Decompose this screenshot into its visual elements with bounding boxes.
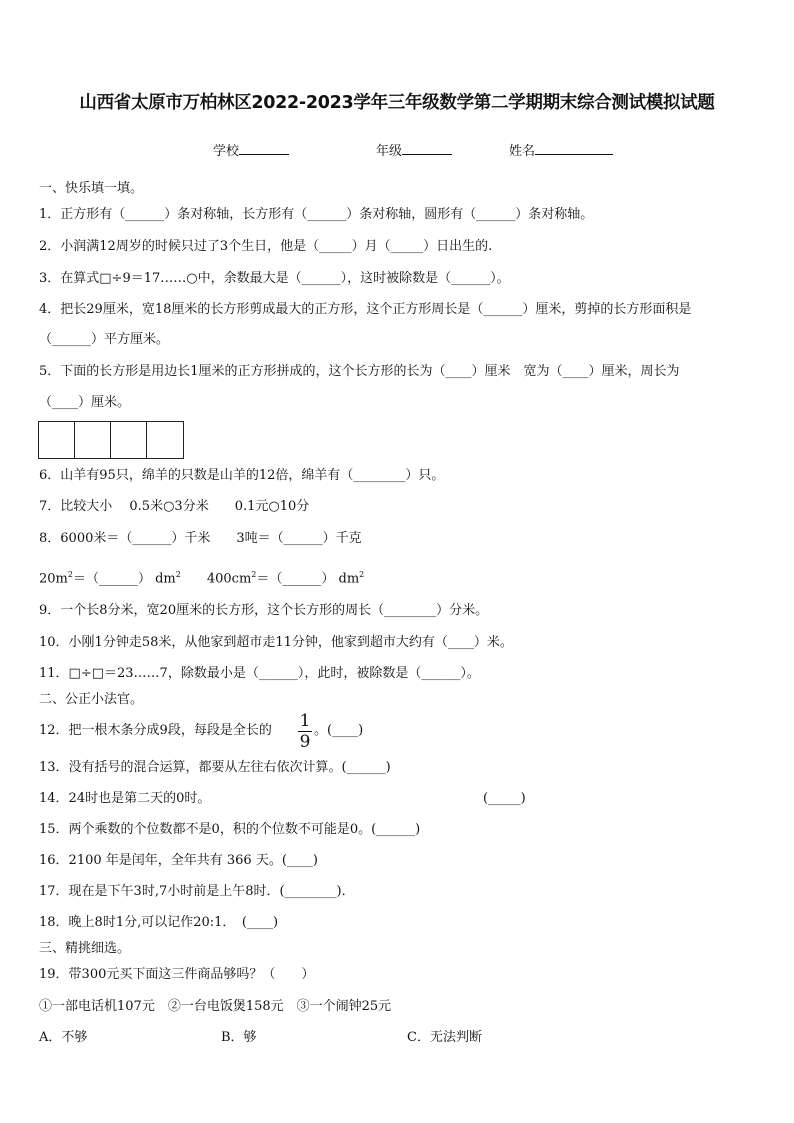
section-heading-3: 三、精挑细选。 [39, 941, 131, 956]
grade-blank[interactable] [402, 141, 452, 155]
question-14-blank: (_____) [483, 791, 526, 806]
question-1: 1．正方形有（______）条对称轴，长方形有（______）条对称轴，圆形有（______）条对称轴。 [39, 207, 594, 222]
grid-square [39, 422, 75, 458]
question-13: 13．没有括号的混合运算，都要从左往右依次计算。(______) [39, 760, 391, 775]
question-16: 16．2100 年是闰年，全年共有 366 天。(____) [39, 853, 318, 868]
question-18: 18．晚上8时1分,可以记作20:1． (____) [39, 915, 279, 930]
question-7: 7．比较大小 0.5米○3分米 0.1元○10分 [39, 499, 310, 514]
school-blank[interactable] [239, 141, 289, 155]
square-grid-figure [38, 421, 184, 459]
section-heading-1: 一、快乐填一填。 [39, 181, 144, 196]
question-2: 2．小润满12周岁的时候只过了3个生日，他是（_____）月（_____）日出生的. [39, 239, 493, 254]
fraction-denominator: 9 [299, 732, 311, 752]
question-9: 9．一个长8分米，宽20厘米的长方形，这个长方形的周长（________）分米。 [39, 603, 489, 618]
question-4-line-2: （______）平方厘米。 [39, 332, 170, 347]
name-blank[interactable] [535, 141, 613, 155]
name-label: 姓名 [509, 144, 536, 159]
area-blank-right: ＝（______） dm [256, 571, 360, 587]
fraction-one-ninth [298, 712, 312, 751]
area-value-left: 20m [39, 571, 68, 587]
school-label: 学校 [213, 144, 240, 159]
superscript: 2 [175, 570, 181, 579]
question-8: 8．6000米＝（______）千米 3吨＝（______）千克 [39, 531, 362, 546]
question-11: 11．□÷□＝23……7，除数最小是（______），此时，被除数是（______）。 [39, 666, 480, 681]
superscript: 2 [359, 570, 365, 579]
question-15: 15．两个乘数的个位数都不是0，积的个位数不可能是0。(______) [39, 822, 421, 837]
grade-label: 年级 [376, 144, 403, 159]
fraction-numerator: 1 [299, 711, 311, 731]
area-value-right: 400cm [206, 571, 252, 587]
question-8-area-line [39, 566, 364, 588]
question-6: 6．山羊有95只，绵羊的只数是山羊的12倍，绵羊有（________）只。 [39, 468, 445, 483]
section-heading-2: 二、公正小法官。 [39, 692, 144, 707]
page-title: 山西省太原市万柏林区2022-2023学年三年级数学第二学期期末综合测试模拟试题 [79, 93, 715, 113]
question-17: 17．现在是下午3时,7小时前是上午8时．(________)． [39, 884, 355, 899]
grid-square [111, 422, 147, 458]
question-3: 3．在算式□÷9＝17……○中，余数最大是（______），这时被除数是（______）。 [39, 271, 510, 286]
name-field [509, 140, 613, 159]
question-19: 19．带300元买下面这三件商品够吗？（ ） [39, 967, 315, 982]
question-5-line-2: （____）厘米。 [39, 395, 131, 410]
question-12-blank: 。(____) [314, 723, 364, 738]
question-14: 14．24时也是第二天的0时。 [39, 791, 211, 806]
question-10: 10．小刚1分钟走58米，从他家到超市走11分钟，他家到超市大约有（____）米。 [39, 635, 513, 650]
choice-b[interactable]: B．够 [221, 1030, 257, 1045]
question-19-items: ①一部电话机107元 ②一台电饭煲158元 ③一个闹钟25元 [39, 999, 392, 1014]
choice-a[interactable]: A．不够 [39, 1030, 88, 1045]
superscript: 2 [251, 570, 257, 579]
question-12-text: 12．把一根木条分成9段，每段是全长的 [39, 723, 272, 738]
grid-square [75, 422, 111, 458]
choice-c[interactable]: C．无法判断 [407, 1030, 482, 1045]
school-field [213, 140, 289, 159]
question-4-line-1: 4．把长29厘米，宽18厘米的长方形剪成最大的正方形，这个正方形周长是（______）厘米，剪掉的长方形面积是 [39, 302, 692, 317]
question-5-line-1: 5．下面的长方形是用边长1厘米的正方形拼成的，这个长方形的长为（____）厘米 宽为（____）厘米，周长为 [39, 364, 680, 379]
area-blank-left: ＝（______） dm [72, 571, 176, 587]
superscript: 2 [67, 570, 73, 579]
grade-field [376, 140, 452, 159]
grid-square [147, 422, 183, 458]
